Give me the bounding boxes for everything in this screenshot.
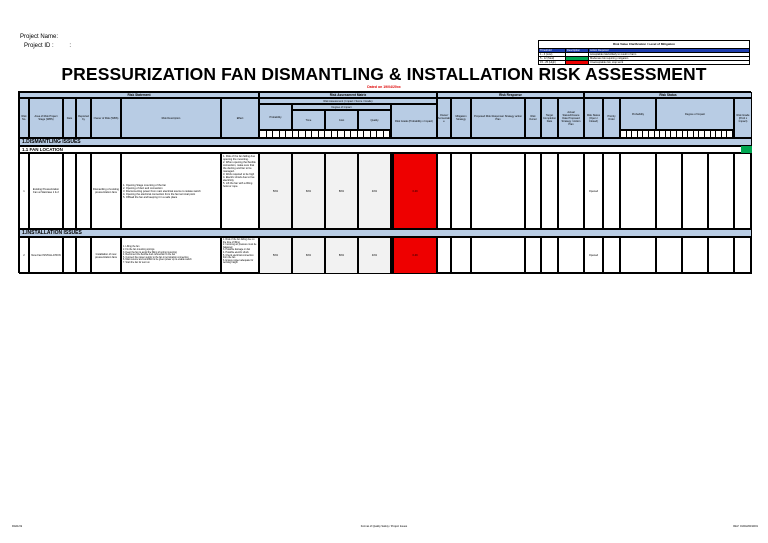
col-status-grade: Risk Grade (Prob x Impact) (734, 98, 752, 138)
scale-cell (727, 131, 733, 137)
band-installation-label: 1.INSTALLATION ISSUES (22, 230, 82, 236)
row1-no: 1 (19, 153, 29, 229)
legend-description: Unacceptable risk, stop work (590, 61, 624, 64)
row2-description: 1. Lifting the fan 2. Fix the fan mounting springs 3. Keep the fan to avoid the fitting of spring mounting 4. Reconnect the flexible duct connection to the fan 5. Connect the power supply to the fan in termination connection 6. Main source and controller to be given power up to enable switch 7. Start the fan for test run (121, 237, 221, 274)
row2-status-cost (682, 237, 708, 274)
row1-target (541, 153, 558, 229)
row2-target (541, 237, 558, 274)
legend-threshold: 1 - 4 (Low) (539, 53, 566, 56)
row1-date (63, 153, 76, 229)
row2-owner-acc (437, 237, 451, 274)
col-risk-grade: Risk Grade (Probability x Impact) (391, 104, 437, 138)
legend-swatch (566, 57, 589, 60)
risk-table (18, 91, 751, 273)
col-description: Risk Description (121, 98, 221, 138)
project-name-label: Project Name: (20, 34, 59, 40)
col-area: Area of Risk Project Stage (WBS) (29, 98, 63, 138)
col-impact-group: Degree of Impact (292, 104, 391, 110)
row1-owner-acc (437, 153, 451, 229)
band-fan-location-label: 1.1 FAN LOCATION (22, 147, 63, 152)
row2-priority (603, 237, 620, 274)
col-status-probability: Probability (620, 98, 656, 130)
scale-cell (384, 131, 391, 137)
row1-description: 1. Opening Stage mounting of the fan 2. Opening of duct and connection 3. Disconnecting power from main electrical source to isolate switch 4. Opening the electrical connection from the fan terminal point 5. Offload the fan and keeping it in a safe place (121, 153, 221, 229)
col-risk-owner: Risk Owner (525, 98, 541, 138)
row2-status-time (656, 237, 682, 274)
legend-threshold: 15 - 25 (High) (539, 61, 566, 64)
row2-proposed (471, 237, 525, 274)
row1-owner: Dismantling of existing pressurization fans (91, 153, 121, 229)
row1-status: Opened (584, 153, 603, 229)
legend-title: Risk Value Clarification / Level of Mitigation (539, 41, 749, 48)
col-target-date: Target Completion Date (541, 98, 558, 138)
col-risk-status: Risk Status (Open / Closed) (584, 98, 603, 138)
row2-status-quality (708, 237, 734, 274)
row2-cost: 80% (325, 237, 358, 274)
row1-priority (603, 153, 620, 229)
row1-risk-grade: 0.49 (391, 153, 437, 229)
ra-subheader: Risk Assessment ( Impact / Score / Grade) (259, 98, 437, 104)
row1-risk-owner (525, 153, 541, 229)
row2-probability: 50% (259, 237, 292, 274)
row2-date (63, 237, 76, 274)
risk-legend (538, 40, 750, 65)
legend-description: Moderate risk requiring mitigation (590, 57, 629, 60)
row1-status-prob (620, 153, 656, 229)
page-title: PRESSURIZATION FAN DISMANTLING & INSTALLATION RISK ASSESSMENT (61, 64, 707, 84)
legend-swatch (566, 53, 589, 56)
col-priority: Priority Order (603, 98, 620, 138)
row1-status-time (656, 153, 682, 229)
row2-status-grade (734, 237, 752, 274)
col-date: Date (63, 98, 76, 138)
row1-proposed (471, 153, 525, 229)
footer-center: Format of Quality Safety / Project Issues (360, 525, 408, 528)
row2-actual (558, 237, 584, 274)
row1-effect: 1. Risk of the fan falling due opening the mounting. 2. When opening the flexible connection, make sure that the ducting and fan to be managed. 3. Work required to be high 4. Electric shock due to live electricity 5. Lift the fan with a lifting hoist or rope. (221, 153, 259, 229)
row2-quality: 40% (358, 237, 391, 274)
ra-scale-row (259, 130, 391, 138)
row2-owner: Installation of new pressurization fans (91, 237, 121, 274)
row2-mitigation (451, 237, 471, 274)
row1-quality: 40% (358, 153, 391, 229)
row2-status: Opened (584, 237, 603, 274)
row1-mitigation (451, 153, 471, 229)
project-id-row (24, 43, 71, 49)
project-id-label: Project ID : (24, 43, 54, 49)
section-risk-status: Risk Status (584, 92, 752, 98)
col-risk-no: Risk No. (19, 98, 29, 138)
col-reported-by: Reported by (76, 98, 91, 138)
dated-line: Dated on 19/04/20xx (367, 85, 401, 89)
col-owner: Owner of Risk (WBS) (91, 98, 121, 138)
row1-actual (558, 153, 584, 229)
row1-time: 60% (292, 153, 325, 229)
row2-risk-grade: 0.49 (391, 237, 437, 274)
row1-status-quality (708, 153, 734, 229)
status-indicator-green (741, 146, 752, 153)
legend-threshold: 5 - 12 (Med) (539, 57, 566, 60)
col-mitigation: Mitigation Strategy (451, 98, 471, 138)
footer-right: REV: 01/04/2019/001 (733, 525, 758, 528)
row1-area: Existing Pressurization Fan at Staircase 1 & 2 (29, 153, 63, 229)
section-risk-response: Risk Response (437, 92, 584, 98)
section-risk-statement: Risk Statement (19, 92, 259, 98)
band-installation (19, 229, 752, 237)
project-id-value: : (69, 43, 72, 49)
band-dismantling-label: 1.DISMANTLING ISSUES (22, 139, 81, 145)
row2-area: New Fan INSTALLATION (29, 237, 63, 274)
col-probability: Probability (259, 104, 292, 130)
band-dismantling (19, 138, 752, 146)
row2-effect: 1. Risk of the fan falling due on the time of lifting 2. Incoming air pressure must be balanced 3. Possible damage on fan 4. Possible electric shock 5. Check electrical connection from the fan 6. Ensure power adequate for working height (221, 237, 259, 274)
row1-status-cost (682, 153, 708, 229)
row2-risk-owner (525, 237, 541, 274)
legend-header-row (539, 48, 749, 52)
row2-status-prob (620, 237, 656, 274)
band-fan-location (19, 146, 752, 153)
legend-row-low (539, 52, 749, 56)
legend-head-action: Action Required (590, 49, 609, 52)
col-time: Time (292, 110, 325, 130)
col-owner-accountable: Owner/ Accountabl e (437, 98, 451, 138)
col-actual-status: Actual Status/Closure Date Proposed Strategy / Action Plan (558, 98, 584, 138)
col-status-impact: Degree of Impact (656, 98, 734, 130)
row1-probability: 50% (259, 153, 292, 229)
legend-head-threshold: Threshold (539, 49, 566, 52)
row2-reported (76, 237, 91, 274)
legend-head-description: Description (566, 49, 589, 52)
status-scale-row (620, 130, 734, 138)
row2-no: 2 (19, 237, 29, 274)
row1-cost: 80% (325, 153, 358, 229)
row1-status-grade (734, 153, 752, 229)
footer-left: RA01/19 (12, 525, 23, 528)
legend-description: Acceptable risk/unlikely to result in harm (590, 53, 637, 56)
row1-reported (76, 153, 91, 229)
col-effect: Effect (221, 98, 259, 138)
col-proposed-response: Proposed Risk Response/ Strategy action Plan (471, 98, 525, 138)
row2-time: 60% (292, 237, 325, 274)
col-quality: Quality (358, 110, 391, 130)
section-risk-assessment: Risk Assessment Matrix (259, 92, 437, 98)
legend-row-medium (539, 56, 749, 60)
col-cost: Cost (325, 110, 358, 130)
